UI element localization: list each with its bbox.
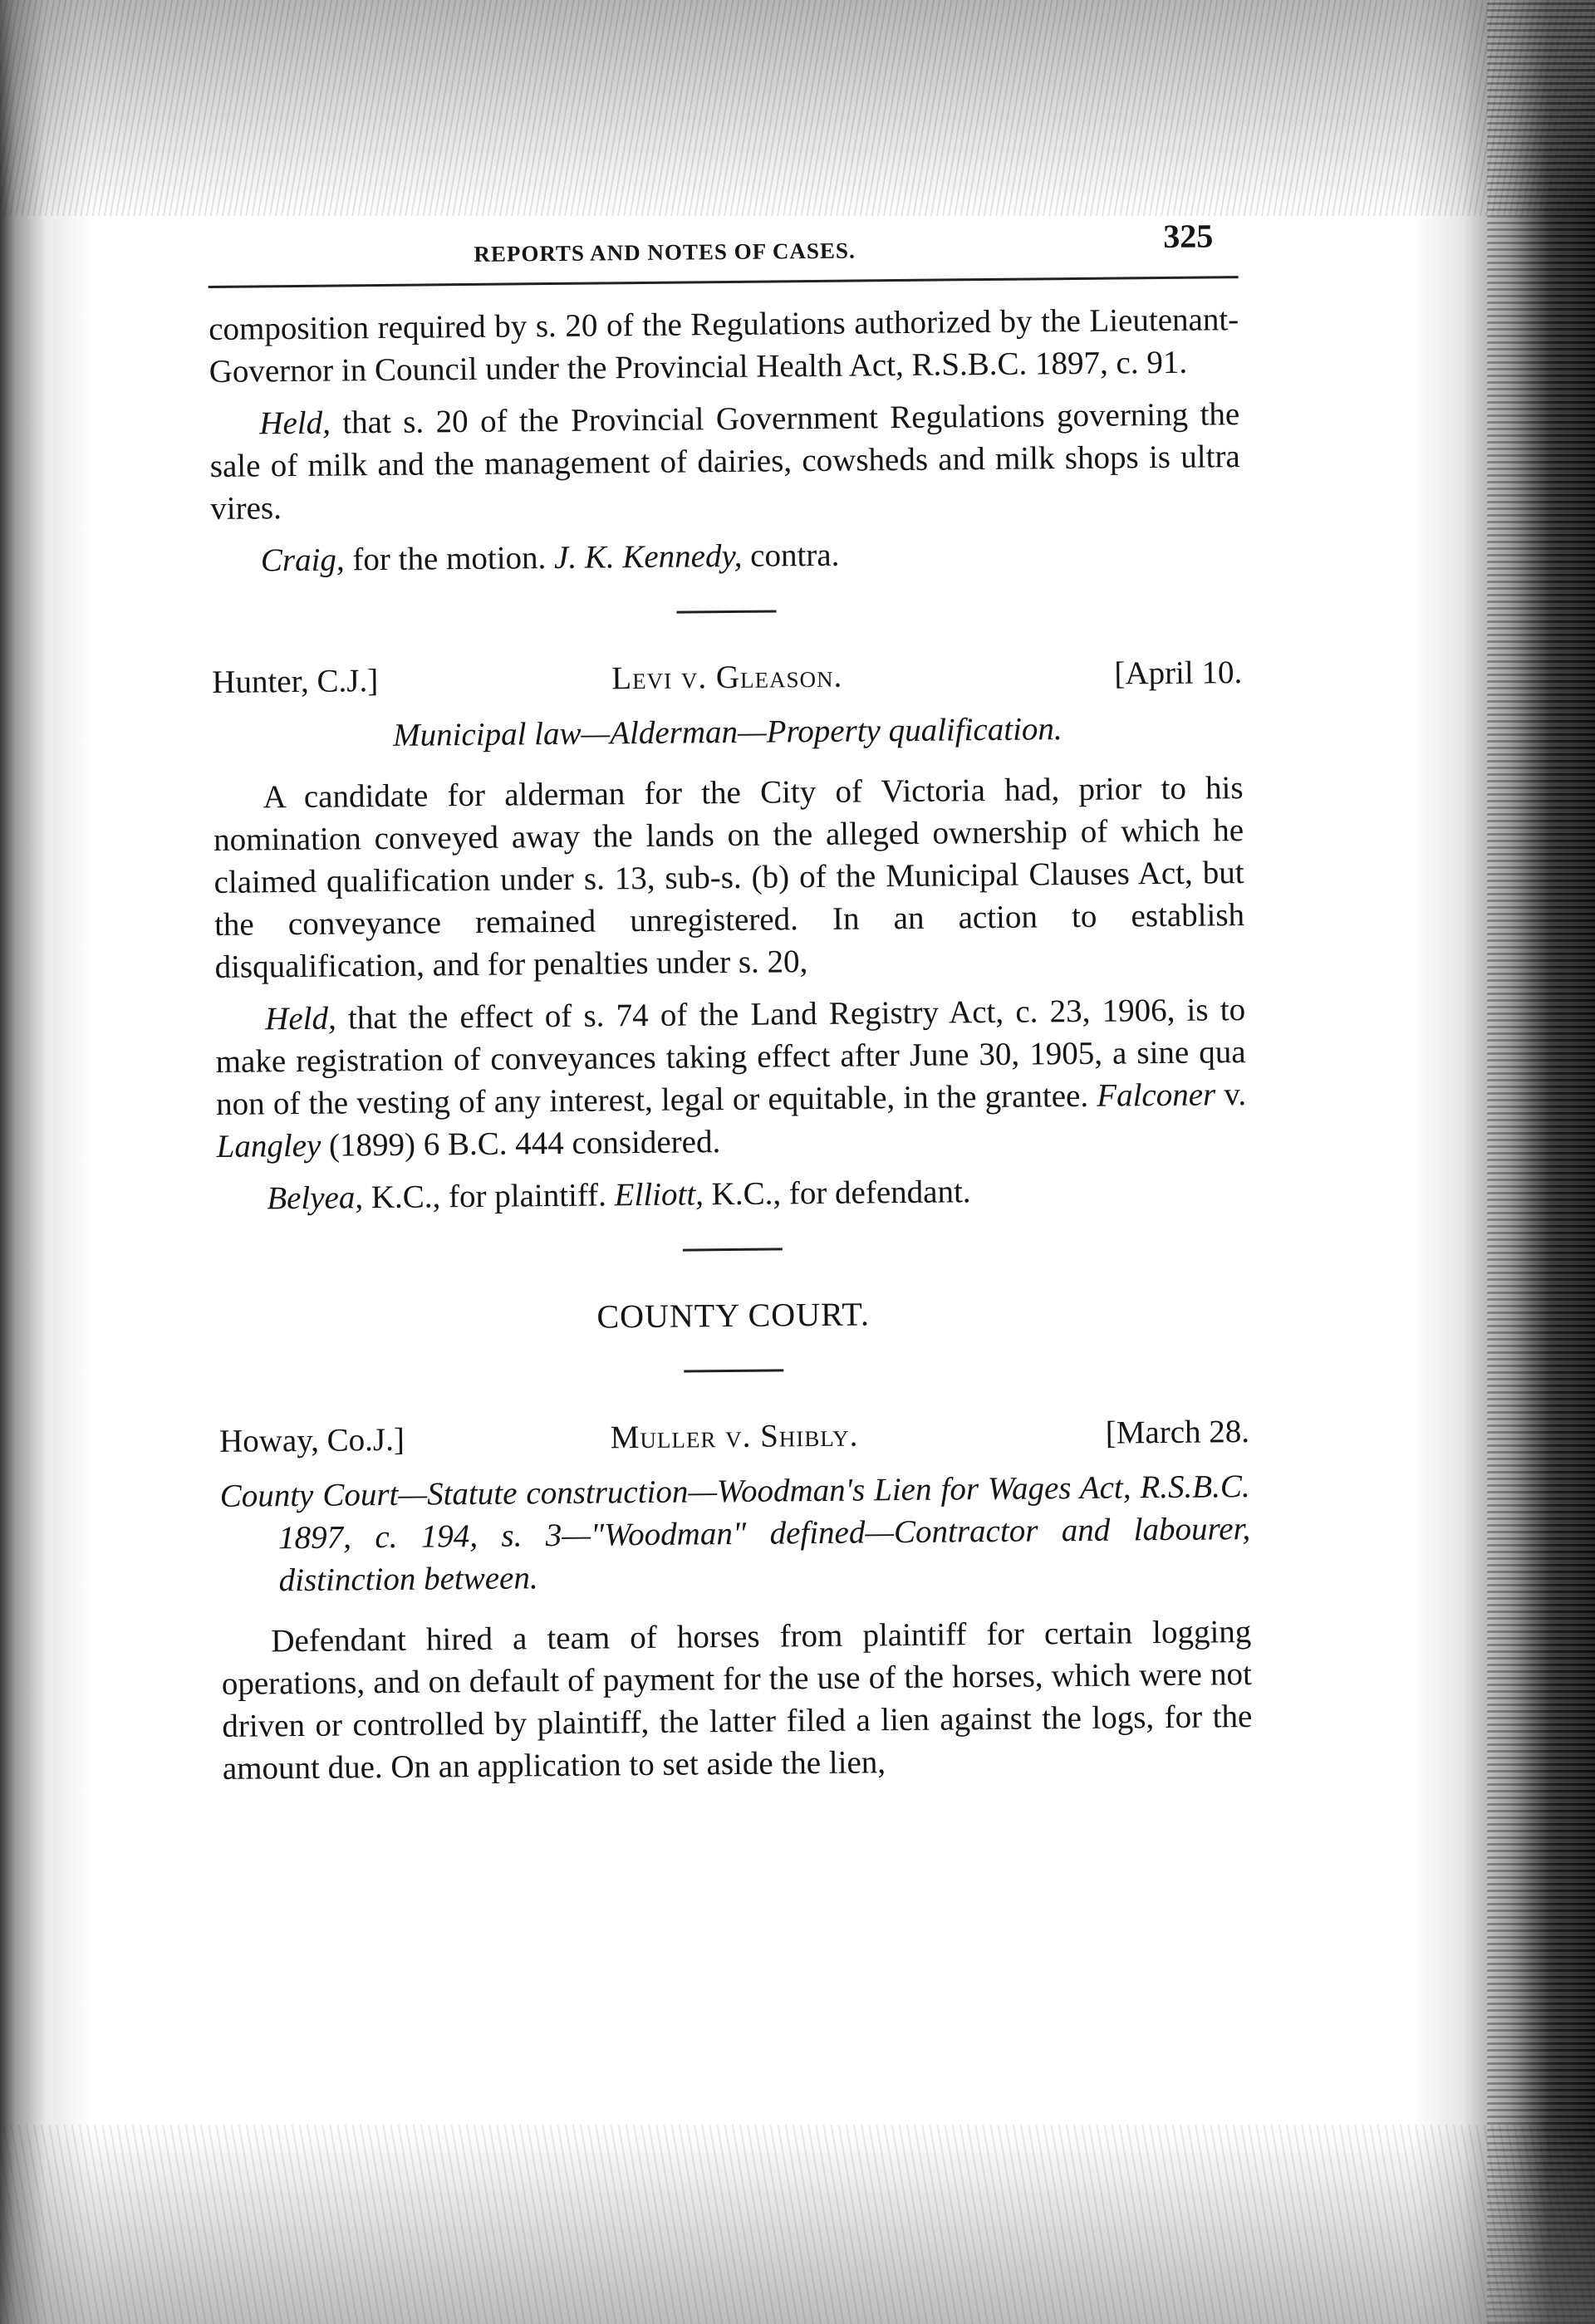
case2-header — [212, 651, 1242, 708]
counsel-name: J. K. Kennedy, — [553, 537, 743, 576]
case1-counsel — [211, 530, 1241, 582]
header-rule — [209, 276, 1239, 288]
case3-date: [March 28. — [1105, 1414, 1250, 1451]
case2-counsel — [217, 1168, 1247, 1220]
section-divider — [683, 1248, 783, 1251]
running-title: REPORTS AND NOTES OF CASES. — [474, 238, 856, 267]
cited-party: Langley — [216, 1127, 321, 1164]
counsel-name: Elliott, — [614, 1176, 704, 1213]
case3-header — [219, 1410, 1249, 1467]
cited-party: Falconer — [1097, 1076, 1216, 1114]
scan-noise-top — [0, 0, 1595, 216]
case2-date: [April 10. — [1114, 655, 1243, 692]
page-content — [208, 214, 1253, 1790]
section-divider — [676, 610, 776, 613]
held-label: Held, — [259, 404, 331, 442]
held-text: that s. 20 of the Provincial Government Regulations governing the sale of milk and the management of dairies, cowsheds and milk shops is ultra vires. — [209, 396, 1240, 527]
case1-paragraph: composition required by s. 20 of the Regulations authorized by the Lieutenant-Governor in Council under the Provincial Health Act, R.S.B.C. 1897, c. 91. — [209, 302, 1239, 390]
case2-title: Levi v. Gleason. — [611, 658, 843, 697]
case3-subject: County Court—Statute construction—Woodman's Lien for Wages Act, R.S.B.C. 1897, c. 194, s. 3—"Woodman" defined—Contractor and labourer, distinction between. — [219, 1468, 1251, 1599]
scan-edge-right — [1487, 0, 1595, 2324]
held-text: that the effect of s. 74 of the Land Registry Act, c. 23, 1906, is to make registration of conveyances taking effect after June 30, 1905, a sine qua non of the vesting of any interest, legal or equitable, in the grantee. — [215, 992, 1246, 1122]
case2-held — [215, 988, 1247, 1168]
section-divider — [684, 1369, 783, 1372]
counsel-text: for the motion. — [344, 540, 555, 578]
section-heading: COUNTY COURT. — [596, 1295, 871, 1336]
case3-facts: Defendant hired a team of horses from plaintiff for certain logging operations, and on default of payment for the use of the horses, which were not driven or controlled by plaintiff, the latter filed a lien against the logs, for the amount due. On an application to set aside the lien, — [221, 1614, 1253, 1787]
cited-versus: v. — [1215, 1076, 1247, 1113]
case3-title: Muller v. Shibly. — [610, 1417, 859, 1456]
held-label: Held, — [264, 1000, 336, 1037]
case2-subject: Municipal law—Alderman—Property qualification. — [392, 711, 1063, 753]
case1-held — [209, 393, 1240, 530]
counsel-name: Craig, — [260, 542, 345, 579]
running-head — [208, 214, 1239, 274]
page-number: 325 — [1162, 217, 1214, 255]
counsel-text: contra. — [742, 537, 840, 574]
case2-judge: Hunter, C.J.] — [212, 663, 379, 700]
cited-rest: (1899) 6 B.C. 444 considered. — [321, 1124, 721, 1164]
counsel-text: K.C., for plaintiff. — [362, 1177, 615, 1216]
case3-judge: Howay, Co.J.] — [218, 1421, 405, 1459]
counsel-text: K.C., for defendant. — [703, 1174, 971, 1213]
counsel-name: Belyea, — [267, 1179, 364, 1217]
scan-noise-bottom — [0, 2125, 1595, 2324]
case2-facts: A candidate for alderman for the City of Victoria had, prior to his nomination conveyed away the lands on the alleged ownership of which he claimed qualification under s. 13, sub-s. (b) of the Municipal Clauses Act, but the conveyance remained unregistered. In an action to establish disqualification, and for penalties under s. 20, — [213, 770, 1245, 985]
